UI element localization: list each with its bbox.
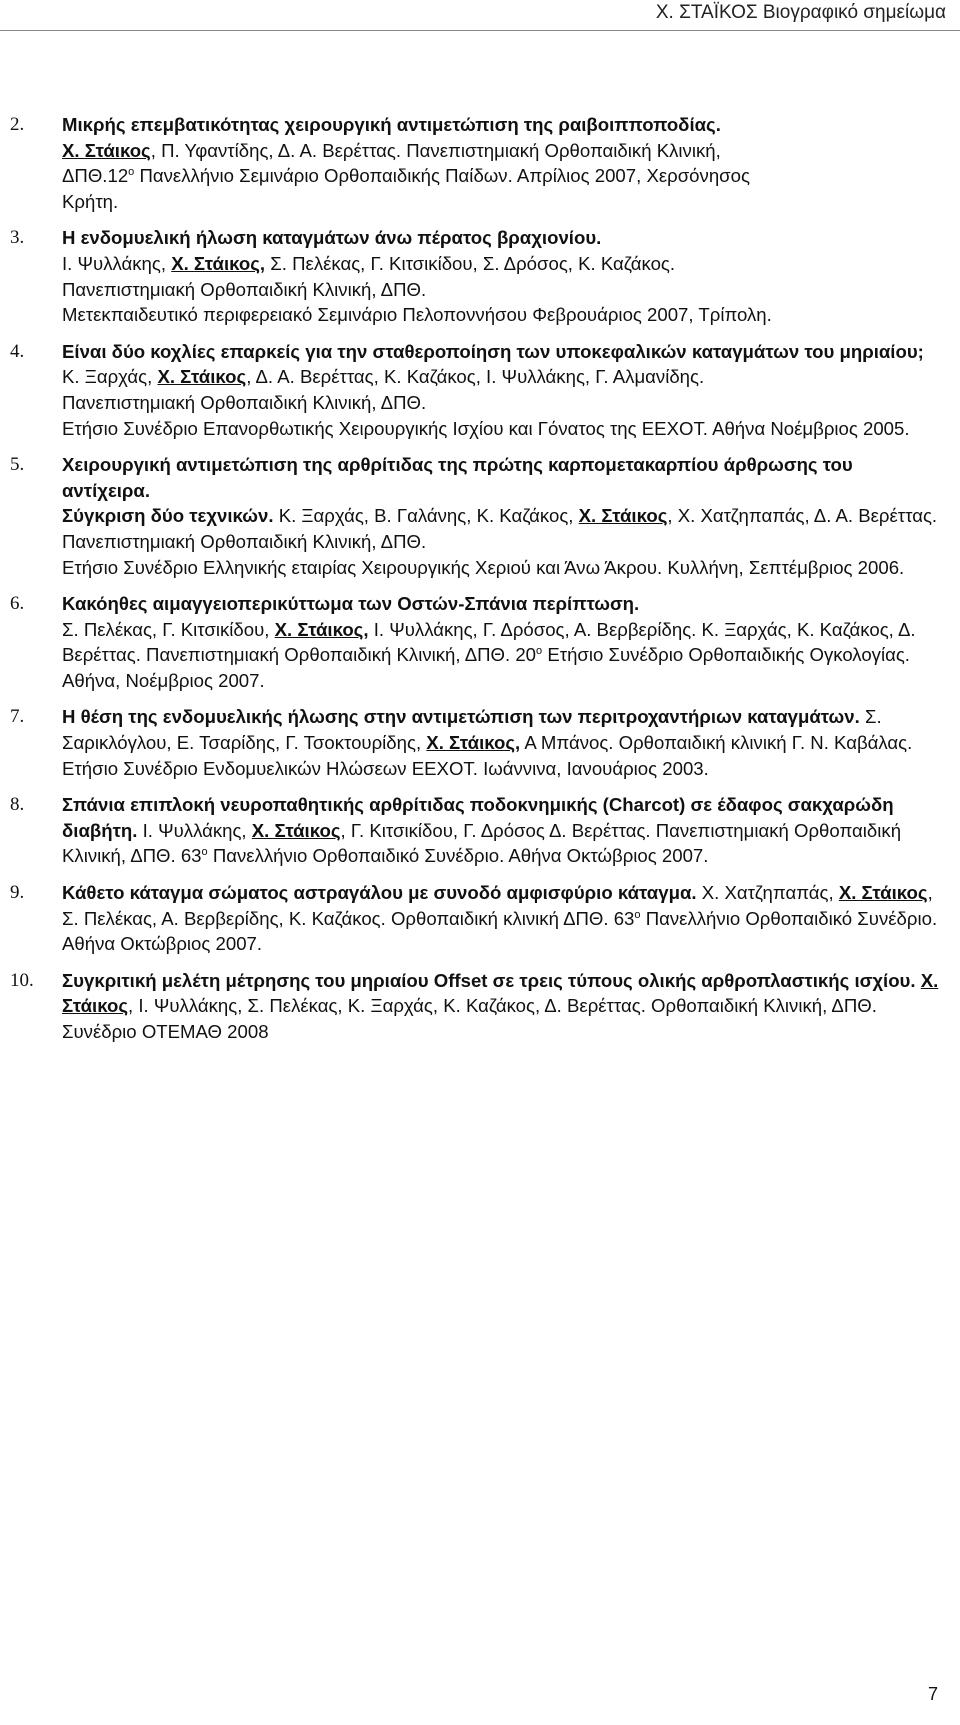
item-title: Κάθετο κάταγμα σώματος αστραγάλου με συνοδό αμφισφύριο κάταγμα. [62,882,697,904]
highlighted-author: Χ. Στάικος, [426,732,521,754]
authors: Κ. Ξαρχάς, [62,366,158,388]
list-item [10,225,940,327]
authors: Α Μπάνος. Ορθοπαιδική κλινική Γ. Ν. Καβάλας. Ετήσιο Συνέδριο Ενδομυελικών Ηλώσεων ΕΕΧΟΤ. Ιωάννινα, Ιανουάριος 2003. [62,732,913,779]
authors: Σ. Σαρικλόγλου, Ε. Τσαρίδης, Γ. Τσοκτουρίδης, [62,706,882,754]
publication-list [10,112,940,1056]
page-header: Χ. ΣΤΑΪΚΟΣ Βιογραφικό σημείωμα [655,2,946,23]
authors: Σ. Πελέκας, Γ. Κιτσικίδου, [62,618,275,640]
venue: Κρήτη. [62,190,119,212]
venue: Ετήσιο Συνέδριο Ελληνικής εταιρίας Χειρουργικής Χεριού και Άνω Άκρου. Κυλλήνη, Σεπτέμβριος 2006. [62,556,905,578]
highlighted-author: Χ. Στάικος [62,139,151,161]
authors: , Δ. Α. Βερέττας, Κ. Καζάκος, Ι. Ψυλλάκης, Γ. Αλμανίδης. [246,366,705,388]
authors: , Σ. Πελέκας, Α. Βερβερίδης, Κ. Καζάκος. Ορθοπαιδική κλινική ΔΠΘ. 63 [62,882,933,929]
venue: Μετεκπαιδευτικό περιφερειακό Σεμινάριο Πελοποννήσου Φεβρουάριος 2007, Τρίπολη. [62,304,772,326]
authors: Σ. Πελέκας, Γ. Κιτσικίδου, Σ. Δρόσος, Κ. Καζάκος. [265,252,676,274]
ordinal-sup: ο [201,846,208,859]
authors: Ι. Ψυλλάκης, [137,819,252,841]
venue: Ετήσιο Συνέδριο Επανορθωτικής Χειρουργικής Ισχίου και Γόνατος της ΕΕΧΟΤ. Αθήνα Νοέμβριος 2005. [62,417,910,439]
highlighted-author: Χ. Στάικος [251,819,341,841]
authors: Κ. Ξαρχάς, Β. Γαλάνης, Κ. Καζάκος, [273,505,579,527]
page-number: 7 [927,1684,938,1704]
highlighted-author: Χ. Στάικος, [171,252,266,274]
venue: Πανελλήνιο Ορθοπαιδικό Συνέδριο. Αθήνα Οκτώβριος 2007. [62,907,938,955]
authors: , Ι. Ψυλλάκης, Σ. Πελέκας, Κ. Ξαρχάς, Κ. Καζάκος, Δ. Βερέττας. Ορθοπαιδική Κλινική, ΔΠΘ. Συνέδριο ΟΤΕΜΑΘ 2008 [62,995,877,1042]
highlighted-author: Χ. Στάικος [838,882,928,904]
item-number: 7. [10,706,25,728]
item-title: Είναι δύο κοχλίες επαρκείς για την σταθεροποίηση των υποκεφαλικών καταγμάτων του μηριαίου; [62,340,924,362]
item-number: 10. [10,969,34,991]
list-item [10,112,940,214]
item-title: Η ενδομυελική ήλωση καταγμάτων άνω πέρατος βραχιονίου. [62,227,602,249]
item-number: 5. [10,454,25,476]
list-item [10,704,940,781]
list-item [10,880,940,957]
item-number: 8. [10,794,25,816]
highlighted-author: Χ. Στάικος [578,505,668,527]
venue: Ετήσιο Συνέδριο Ορθοπαιδικής Ογκολογίας. Αθήνα, Νοέμβριος 2007. [62,644,910,691]
list-item [10,792,940,869]
affiliation: Πανεπιστημιακή Ορθοπαιδική Κλινική, ΔΠΘ. [62,278,427,300]
venue: Πανελλήνιο Ορθοπαιδικό Συνέδριο. Αθήνα Οκτώβριος 2007. [207,845,709,867]
header-rule [0,30,960,31]
list-item [10,968,940,1045]
authors: Ι. Ψυλλάκης, Γ. Δρόσος, Α. Βερβερίδης. Κ. Ξαρχάς, Κ. Καζάκος, Δ. Βερέττας. Πανεπιστημιακή Ορθοπαιδική Κλινική, ΔΠΘ. 20 [62,618,916,666]
list-item [10,339,940,441]
item-number: 2. [10,114,25,135]
ordinal-sup: ο [536,645,543,658]
affiliation: Πανεπιστημιακή Ορθοπαιδική Κλινική, ΔΠΘ. [62,391,427,413]
authors: , Χ. Χατζηπαπάς, Δ. Α. Βερέττας. Πανεπιστημιακή Ορθοπαιδική Κλινική, ΔΠΘ. [62,505,938,552]
item-title: Χειρουργική αντιμετώπιση της αρθρίτιδας της πρώτης καρπομετακαρπίου άρθρωσης του αντίχειρα. [62,454,853,501]
item-number: 6. [10,593,25,615]
highlighted-author: Χ. Στάικος [157,366,247,388]
highlighted-author: Χ. Στάικος [62,969,939,1017]
list-item [10,591,940,693]
authors: , Π. Υφαντίδης, Δ. Α. Βερέττας. Πανεπιστημιακή Ορθοπαιδική Κλινική, [150,139,721,161]
item-title: Συγκριτική μελέτη μέτρησης του μηριαίου Offset σε τρεις τύπους ολικής αρθροπλαστικής ισχίου. [62,969,916,991]
ordinal-sup: ο [128,166,135,178]
item-title: Κακόηθες αιμαγγειοπερικύττωμα των Οστών-Σπάνια περίπτωση. [62,593,640,615]
item-number: 4. [10,340,25,362]
ordinal-sup: ο [634,908,641,921]
item-title: Η θέση της ενδομυελικής ήλωσης στην αντιμετώπιση των περιτροχαντήριων καταγμάτων. [62,706,860,728]
highlighted-author: Χ. Στάικος, [274,618,369,640]
item-subtitle: Σύγκριση δύο τεχνικών. [62,505,274,527]
authors: Χ. Χατζηπαπάς, [696,882,839,904]
item-number: 3. [10,227,25,249]
authors: Ι. Ψυλλάκης, [62,252,172,274]
venue: ΔΠΘ.12 [62,165,129,187]
list-item [10,452,940,580]
item-title: Σπάνια επιπλοκή νευροπαθητικής αρθρίτιδας ποδοκνημικής (Charcot) σε έδαφος σακχαρώδη διαβήτη. [62,794,894,841]
item-number: 9. [10,882,25,904]
venue: Πανελλήνιο Σεμινάριο Ορθοπαιδικής Παίδων. Απρίλιος 2007, Χερσόνησος [134,165,750,187]
authors: , Γ. Κιτσικίδου, Γ. Δρόσος Δ. Βερέττας. Πανεπιστημιακή Ορθοπαιδική Κλινική, ΔΠΘ. 63 [62,819,902,867]
item-title: Μικρής επεμβατικότητας χειρουργική αντιμετώπιση της ραιβοιπποποδίας. [62,114,721,135]
